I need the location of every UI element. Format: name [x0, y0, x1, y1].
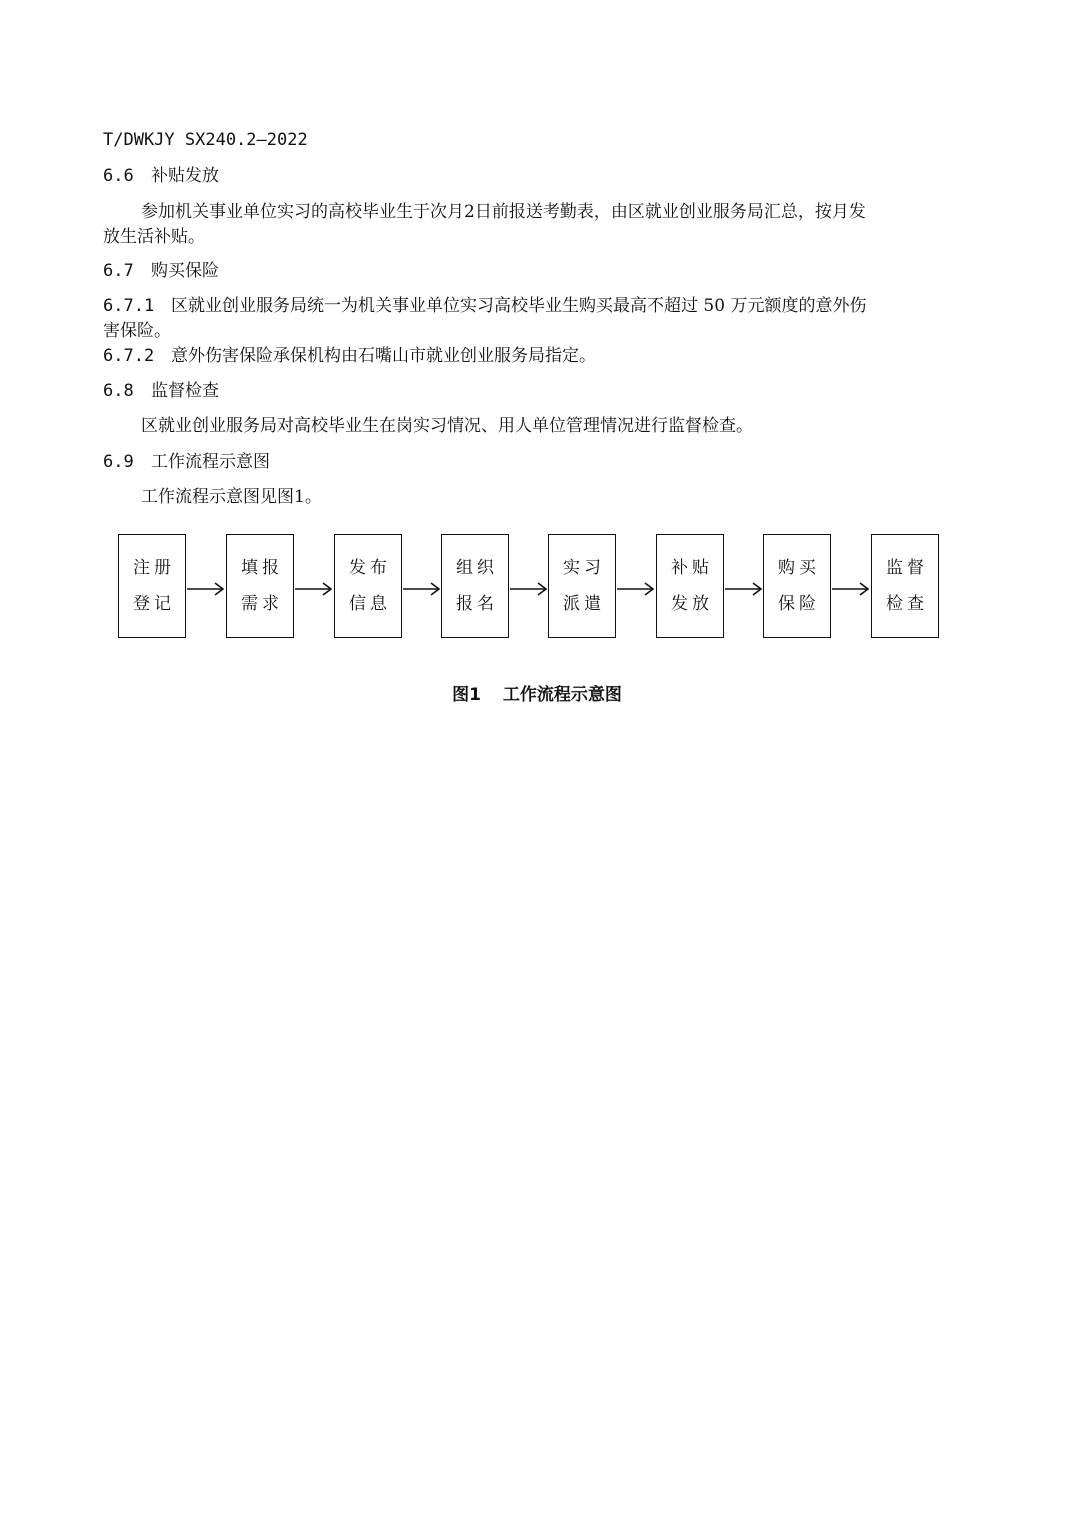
- section-6-6-heading: [103, 164, 219, 188]
- clause-6-7-1: [103, 294, 866, 318]
- flow-step-register: [118, 534, 186, 638]
- clause-6-7-2: [103, 344, 596, 368]
- section-number: 6.8: [103, 381, 134, 401]
- section-title: 补贴发放: [151, 166, 219, 186]
- flow-arrow-icon: [725, 580, 763, 598]
- clause-6-7-1-line-2: 害保险。: [103, 321, 171, 341]
- flow-step-fill-demand: [226, 534, 294, 638]
- section-6-8-text: 区就业创业服务局对高校毕业生在岗实习情况、用人单位管理情况进行监督检查。: [141, 416, 753, 436]
- clause-text: 区就业创业服务局统一为机关事业单位实习高校毕业生购买最高不超过 50 万元额度的意外伤: [171, 296, 867, 316]
- section-6-9-text: 工作流程示意图见图1。: [141, 487, 322, 507]
- step-label-top: 购买: [778, 558, 820, 578]
- step-label-bottom: 派遣: [563, 594, 605, 614]
- section-6-6-line-2: 放生活补贴。: [103, 227, 205, 247]
- section-6-9-heading: [103, 450, 270, 474]
- section-6-8-heading: [103, 379, 219, 403]
- flow-step-publish-info: [334, 534, 402, 638]
- figure-title: 工作流程示意图: [502, 685, 622, 705]
- step-label-top: 填报: [241, 558, 283, 578]
- step-label-bottom: 发放: [671, 594, 713, 614]
- step-label-top: 监督: [886, 558, 928, 578]
- document-id: T/DWKJY SX240.2—2022: [103, 130, 308, 150]
- step-label-top: 组织: [456, 558, 498, 578]
- clause-number: 6.7.1: [103, 296, 155, 316]
- step-label-bottom: 登记: [133, 594, 175, 614]
- flow-step-dispatch: [548, 534, 616, 638]
- section-number: 6.7: [103, 261, 134, 281]
- step-label-bottom: 信息: [349, 594, 391, 614]
- section-title: 监督检查: [151, 381, 219, 401]
- flow-arrow-icon: [403, 580, 441, 598]
- section-number: 6.6: [103, 166, 134, 186]
- flow-step-supervision: [871, 534, 939, 638]
- step-label-top: 注册: [133, 558, 175, 578]
- section-6-7-heading: [103, 259, 219, 283]
- step-label-bottom: 检查: [886, 594, 928, 614]
- flow-arrow-icon: [187, 580, 225, 598]
- step-label-bottom: 需求: [241, 594, 283, 614]
- step-label-bottom: 保险: [778, 594, 820, 614]
- step-label-top: 发布: [349, 558, 391, 578]
- section-title: 工作流程示意图: [151, 452, 270, 472]
- clause-number: 6.7.2: [103, 346, 155, 366]
- clause-text: 意外伤害保险承保机构由石嘴山市就业创业服务局指定。: [171, 346, 596, 366]
- flow-arrow-icon: [617, 580, 655, 598]
- flow-step-insurance: [763, 534, 831, 638]
- section-number: 6.9: [103, 452, 134, 472]
- flow-arrow-icon: [295, 580, 333, 598]
- step-label-top: 补贴: [671, 558, 713, 578]
- step-label-bottom: 报名: [456, 594, 498, 614]
- flow-step-subsidy: [656, 534, 724, 638]
- section-6-6-line-1: 参加机关事业单位实习的高校毕业生于次月2日前报送考勤表，由区就业创业服务局汇总，按月发: [141, 202, 866, 222]
- flow-step-organize-signup: [441, 534, 509, 638]
- flow-arrow-icon: [832, 580, 870, 598]
- flow-arrow-icon: [510, 580, 548, 598]
- figure-number: 图1: [452, 685, 481, 705]
- step-label-top: 实习: [563, 558, 605, 578]
- figure-caption: [0, 680, 1074, 705]
- section-title: 购买保险: [151, 261, 219, 281]
